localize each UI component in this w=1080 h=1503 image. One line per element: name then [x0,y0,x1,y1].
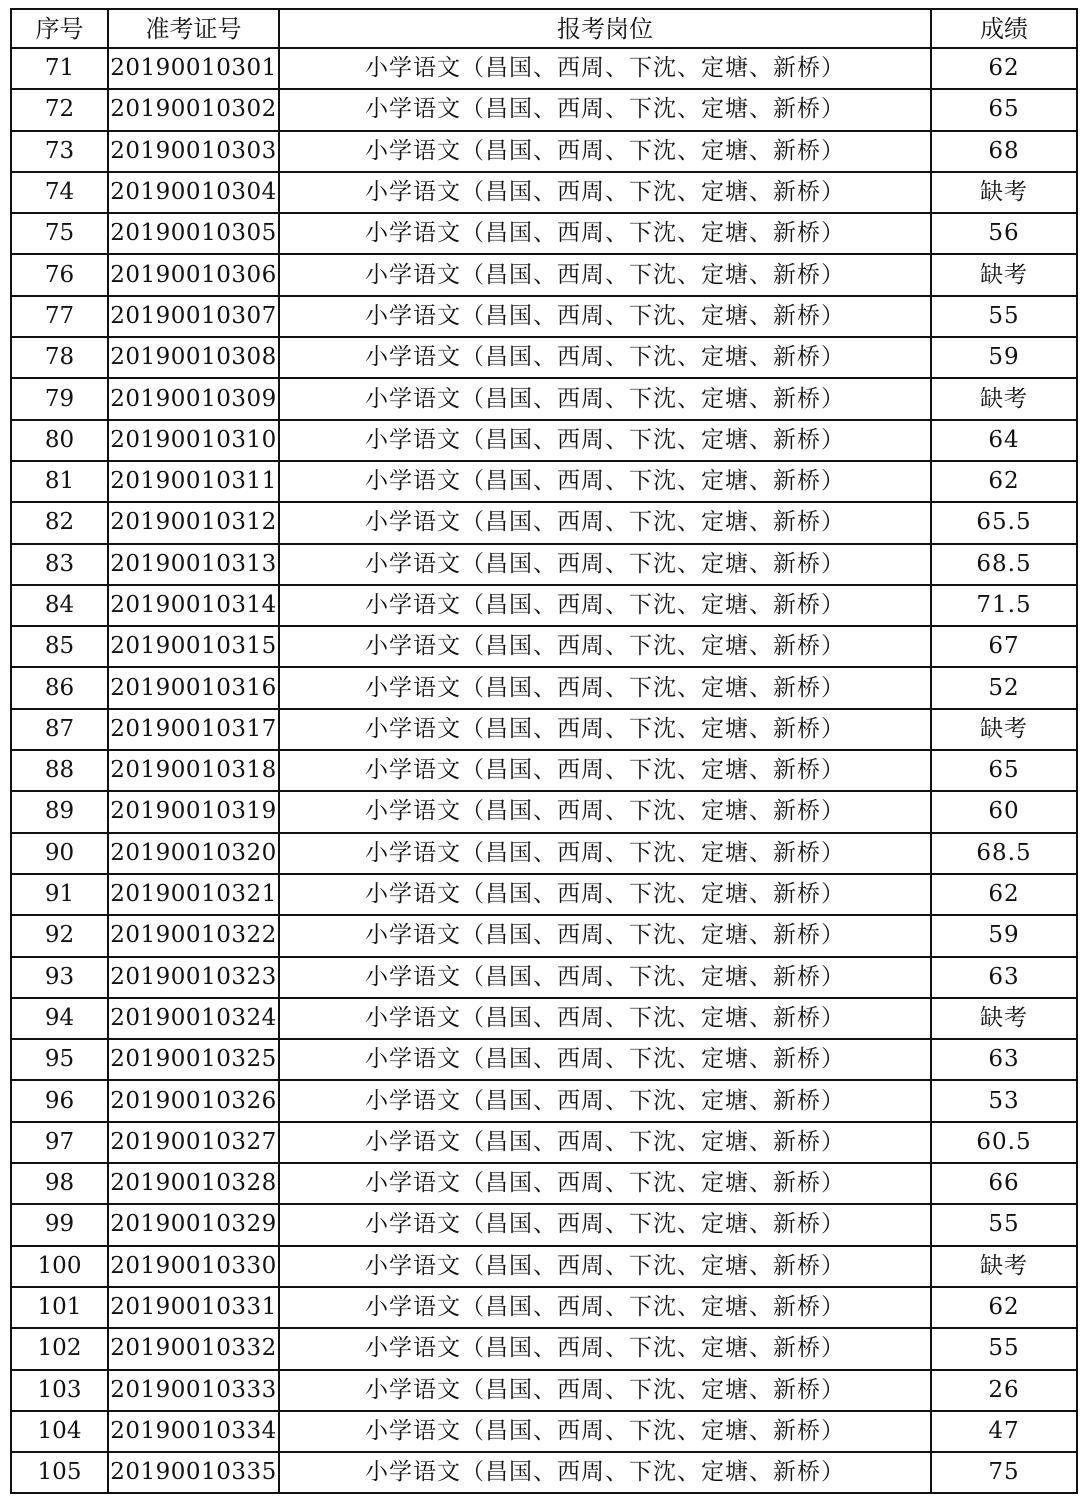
cell-exam-id: 20190010307 [108,296,279,337]
table-row [11,1204,1077,1245]
cell-seq: 77 [11,296,108,337]
score-table [10,8,1078,1494]
cell-exam-id: 20190010335 [108,1452,279,1493]
cell-exam-id: 20190010326 [108,1080,279,1121]
cell-exam-id: 20190010306 [108,254,279,295]
cell-exam-id: 20190010329 [108,1204,279,1245]
cell-score: 55 [931,1204,1077,1245]
cell-seq: 91 [11,874,108,915]
cell-post: 小学语文（昌国、西周、下沈、定塘、新桥） [279,1287,931,1328]
cell-seq: 75 [11,213,108,254]
table-header [11,9,1077,48]
cell-score: 62 [931,874,1077,915]
cell-exam-id: 20190010310 [108,420,279,461]
cell-score: 68 [931,131,1077,172]
cell-exam-id: 20190010327 [108,1122,279,1163]
cell-post: 小学语文（昌国、西周、下沈、定塘、新桥） [279,172,931,213]
cell-score: 66 [931,1163,1077,1204]
cell-seq: 101 [11,1287,108,1328]
table-row [11,1246,1077,1287]
cell-post: 小学语文（昌国、西周、下沈、定塘、新桥） [279,48,931,89]
table-row [11,1452,1077,1493]
cell-score: 60 [931,791,1077,832]
cell-exam-id: 20190010305 [108,213,279,254]
cell-post: 小学语文（昌国、西周、下沈、定塘、新桥） [279,791,931,832]
cell-seq: 73 [11,131,108,172]
table-row [11,833,1077,874]
cell-exam-id: 20190010321 [108,874,279,915]
cell-score: 缺考 [931,1246,1077,1287]
cell-seq: 87 [11,709,108,750]
table-row [11,420,1077,461]
cell-seq: 100 [11,1246,108,1287]
cell-score: 缺考 [931,254,1077,295]
table-row [11,874,1077,915]
cell-post: 小学语文（昌国、西周、下沈、定塘、新桥） [279,1411,931,1452]
cell-seq: 85 [11,626,108,667]
cell-seq: 102 [11,1328,108,1369]
cell-post: 小学语文（昌国、西周、下沈、定塘、新桥） [279,502,931,543]
cell-score: 缺考 [931,998,1077,1039]
cell-seq: 79 [11,378,108,419]
cell-score: 缺考 [931,709,1077,750]
table-row [11,1039,1077,1080]
cell-exam-id: 20190010313 [108,544,279,585]
cell-exam-id: 20190010323 [108,957,279,998]
cell-score: 62 [931,461,1077,502]
cell-exam-id: 20190010312 [108,502,279,543]
table-row [11,915,1077,956]
cell-exam-id: 20190010301 [108,48,279,89]
table-row [11,213,1077,254]
table-row [11,1411,1077,1452]
cell-score: 63 [931,957,1077,998]
cell-exam-id: 20190010322 [108,915,279,956]
cell-seq: 98 [11,1163,108,1204]
cell-score: 缺考 [931,378,1077,419]
table-row [11,1370,1077,1411]
table-row [11,709,1077,750]
cell-post: 小学语文（昌国、西周、下沈、定塘、新桥） [279,957,931,998]
cell-score: 63 [931,1039,1077,1080]
cell-score: 53 [931,1080,1077,1121]
cell-post: 小学语文（昌国、西周、下沈、定塘、新桥） [279,1370,931,1411]
cell-exam-id: 20190010331 [108,1287,279,1328]
cell-post: 小学语文（昌国、西周、下沈、定塘、新桥） [279,544,931,585]
cell-post: 小学语文（昌国、西周、下沈、定塘、新桥） [279,874,931,915]
cell-post: 小学语文（昌国、西周、下沈、定塘、新桥） [279,1204,931,1245]
cell-seq: 78 [11,337,108,378]
header-row [11,9,1077,48]
cell-post: 小学语文（昌国、西周、下沈、定塘、新桥） [279,420,931,461]
table-row [11,585,1077,626]
cell-score: 65.5 [931,502,1077,543]
cell-seq: 88 [11,750,108,791]
cell-post: 小学语文（昌国、西周、下沈、定塘、新桥） [279,626,931,667]
cell-score: 67 [931,626,1077,667]
cell-seq: 93 [11,957,108,998]
cell-score: 62 [931,48,1077,89]
cell-score: 68.5 [931,544,1077,585]
table-row [11,1328,1077,1369]
table-row [11,791,1077,832]
header-seq: 序号 [11,9,108,48]
table-row [11,461,1077,502]
cell-seq: 71 [11,48,108,89]
cell-post: 小学语文（昌国、西周、下沈、定塘、新桥） [279,1246,931,1287]
cell-post: 小学语文（昌国、西周、下沈、定塘、新桥） [279,89,931,130]
cell-seq: 80 [11,420,108,461]
cell-score: 47 [931,1411,1077,1452]
table-row [11,626,1077,667]
cell-post: 小学语文（昌国、西周、下沈、定塘、新桥） [279,709,931,750]
cell-seq: 92 [11,915,108,956]
table-row [11,337,1077,378]
table-row [11,254,1077,295]
cell-exam-id: 20190010311 [108,461,279,502]
cell-score: 59 [931,915,1077,956]
cell-exam-id: 20190010304 [108,172,279,213]
table-body [11,48,1077,1493]
cell-exam-id: 20190010317 [108,709,279,750]
table-row [11,48,1077,89]
cell-score: 60.5 [931,1122,1077,1163]
cell-exam-id: 20190010325 [108,1039,279,1080]
table-row [11,1122,1077,1163]
cell-post: 小学语文（昌国、西周、下沈、定塘、新桥） [279,833,931,874]
table-row [11,131,1077,172]
cell-seq: 96 [11,1080,108,1121]
cell-post: 小学语文（昌国、西周、下沈、定塘、新桥） [279,296,931,337]
cell-seq: 94 [11,998,108,1039]
cell-seq: 97 [11,1122,108,1163]
cell-exam-id: 20190010303 [108,131,279,172]
cell-exam-id: 20190010333 [108,1370,279,1411]
cell-exam-id: 20190010334 [108,1411,279,1452]
cell-exam-id: 20190010309 [108,378,279,419]
cell-score: 65 [931,750,1077,791]
cell-post: 小学语文（昌国、西周、下沈、定塘、新桥） [279,667,931,708]
cell-seq: 72 [11,89,108,130]
cell-seq: 74 [11,172,108,213]
cell-post: 小学语文（昌国、西周、下沈、定塘、新桥） [279,1122,931,1163]
cell-seq: 83 [11,544,108,585]
table-row [11,502,1077,543]
table-row [11,378,1077,419]
cell-seq: 99 [11,1204,108,1245]
table-row [11,667,1077,708]
table-row [11,1287,1077,1328]
cell-exam-id: 20190010318 [108,750,279,791]
cell-post: 小学语文（昌国、西周、下沈、定塘、新桥） [279,585,931,626]
cell-score: 缺考 [931,172,1077,213]
cell-post: 小学语文（昌国、西周、下沈、定塘、新桥） [279,213,931,254]
cell-score: 65 [931,89,1077,130]
cell-seq: 76 [11,254,108,295]
cell-post: 小学语文（昌国、西周、下沈、定塘、新桥） [279,1163,931,1204]
cell-post: 小学语文（昌国、西周、下沈、定塘、新桥） [279,254,931,295]
cell-seq: 84 [11,585,108,626]
table-row [11,89,1077,130]
cell-post: 小学语文（昌国、西周、下沈、定塘、新桥） [279,1080,931,1121]
cell-seq: 90 [11,833,108,874]
cell-post: 小学语文（昌国、西周、下沈、定塘、新桥） [279,1452,931,1493]
cell-post: 小学语文（昌国、西周、下沈、定塘、新桥） [279,461,931,502]
cell-post: 小学语文（昌国、西周、下沈、定塘、新桥） [279,998,931,1039]
cell-exam-id: 20190010315 [108,626,279,667]
cell-exam-id: 20190010328 [108,1163,279,1204]
table-row [11,750,1077,791]
table-row [11,957,1077,998]
cell-seq: 104 [11,1411,108,1452]
cell-score: 55 [931,296,1077,337]
table-row [11,1080,1077,1121]
cell-exam-id: 20190010308 [108,337,279,378]
cell-exam-id: 20190010320 [108,833,279,874]
cell-score: 56 [931,213,1077,254]
cell-seq: 82 [11,502,108,543]
cell-score: 55 [931,1328,1077,1369]
cell-exam-id: 20190010332 [108,1328,279,1369]
table-row [11,172,1077,213]
cell-seq: 103 [11,1370,108,1411]
cell-score: 68.5 [931,833,1077,874]
cell-post: 小学语文（昌国、西周、下沈、定塘、新桥） [279,915,931,956]
cell-seq: 105 [11,1452,108,1493]
cell-post: 小学语文（昌国、西周、下沈、定塘、新桥） [279,378,931,419]
cell-post: 小学语文（昌国、西周、下沈、定塘、新桥） [279,750,931,791]
cell-exam-id: 20190010302 [108,89,279,130]
cell-score: 71.5 [931,585,1077,626]
table-row [11,1163,1077,1204]
cell-exam-id: 20190010314 [108,585,279,626]
cell-exam-id: 20190010324 [108,998,279,1039]
cell-post: 小学语文（昌国、西周、下沈、定塘、新桥） [279,337,931,378]
table-row [11,544,1077,585]
table-row [11,998,1077,1039]
header-post: 报考岗位 [279,9,931,48]
cell-score: 62 [931,1287,1077,1328]
cell-post: 小学语文（昌国、西周、下沈、定塘、新桥） [279,131,931,172]
cell-post: 小学语文（昌国、西周、下沈、定塘、新桥） [279,1039,931,1080]
cell-score: 64 [931,420,1077,461]
header-exam-id: 准考证号 [108,9,279,48]
cell-seq: 81 [11,461,108,502]
cell-exam-id: 20190010330 [108,1246,279,1287]
cell-score: 52 [931,667,1077,708]
table-row [11,296,1077,337]
header-score: 成绩 [931,9,1077,48]
cell-score: 75 [931,1452,1077,1493]
cell-exam-id: 20190010316 [108,667,279,708]
cell-seq: 95 [11,1039,108,1080]
cell-score: 26 [931,1370,1077,1411]
cell-score: 59 [931,337,1077,378]
cell-seq: 89 [11,791,108,832]
cell-seq: 86 [11,667,108,708]
cell-post: 小学语文（昌国、西周、下沈、定塘、新桥） [279,1328,931,1369]
cell-exam-id: 20190010319 [108,791,279,832]
